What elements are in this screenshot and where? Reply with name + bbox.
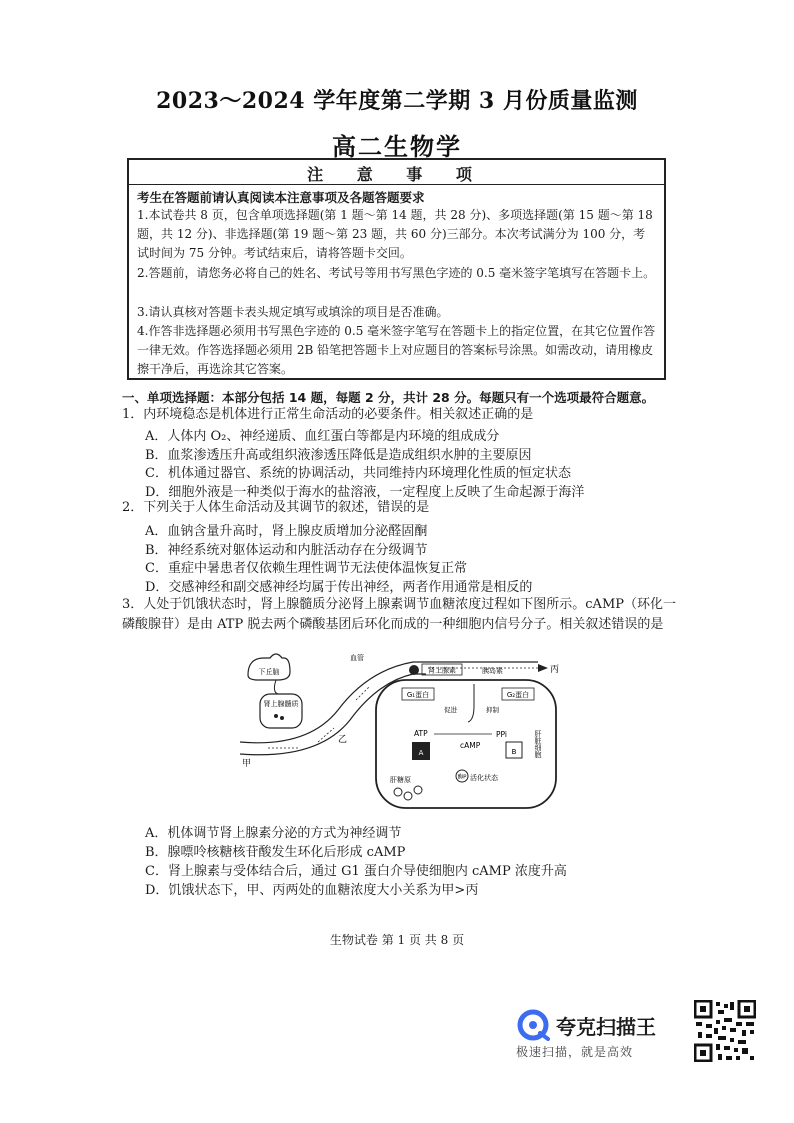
active-label: 活化状态 [470,774,498,782]
glycogen-label: 肝糖原 [390,776,411,784]
enzyme-a-label: A [418,749,424,757]
notice-heading: 注 意 事 项 [307,165,486,184]
glycogen-granule [404,792,412,800]
question-1-option-b: B．血浆渗透压升高或组织液渗透压降低是造成组织水肿的主要原因 [145,448,532,463]
notice-item-2: 2.答题前，请您务必将自己的姓名、考试号等用书写黑色字迹的 0.5 毫米签字笔填写在答题卡上。 [137,266,656,280]
inhibit-label: 抑制 [486,706,499,714]
promote-label: 促进 [444,706,457,714]
question-2-option-b: B．神经系统对躯体运动和内脏活动存在分级调节 [145,543,428,558]
nerve-line [274,680,278,694]
question-3-option-b: B．腺嘌呤核糖核苷酸发生环化后形成 cAMP [145,845,406,860]
adrenal-medulla-label: 肾上腺髓质 [263,700,299,708]
scanner-brand-name: 夸克扫描王 [556,1015,656,1039]
question-3-option-c: C．肾上腺素与受体结合后，通过 G1 蛋白介导使细胞内 cAMP 浓度升高 [145,864,567,879]
question-1-option-d: D．细胞外液是一种类似于海水的盐溶液，一定程度上反映了生命起源于海洋 [145,485,585,500]
subject-title: 高二生物学 [332,132,462,161]
question-2-option-d: D．交感神经和副交感神经均属于传出神经，两者作用通常是相反的 [145,580,533,595]
scanner-logo-icon [516,1009,552,1041]
liver-cell-label: 肝脏细胞 [534,730,542,758]
exam-title: 2023～2024 学年度第二学期 3 月份质量监测 [156,88,638,114]
label-jia: 甲 [242,759,252,769]
glycogen-granule [414,786,422,794]
enzyme-p-label: 酶P [457,774,467,781]
glycogen-granule [394,788,402,796]
notice-item-3: 3.请认真核对答题卡表头规定填写或填涂的项目是否准确。 [137,305,449,319]
notice-subheading: 考生在答题前请认真阅读本注意事项及各题答题要求 [137,190,425,205]
question-3-option-a: A．机体调节肾上腺素分泌的方式为神经调节 [145,826,402,841]
question-2-option-a: A．血钠含量升高时，肾上腺皮质增加分泌醛固酮 [145,524,428,539]
question-1-option-a: A．人体内 O₂、神经递质、血红蛋白等都是内环境的组成成分 [145,429,500,444]
g1-label: G₁蛋白 [406,691,430,699]
flow-arrow-icon [538,664,548,672]
camp-label: cAMP [460,741,481,750]
enzyme-b-label: B [511,748,517,756]
vesicle-dot [280,716,284,720]
vessel-label: 血管 [350,654,364,662]
adrenaline-molecule-icon [409,665,419,675]
adrenaline-regulation-diagram [238,650,560,812]
section-heading: 一、单项选择题：本部分包括 14 题，每题 2 分，共计 28 分。每题只有一个选项最符合题意。 [122,390,655,405]
question-2-stem: 2．下列关于人体生命活动及其调节的叙述，错误的是 [122,500,430,515]
label-yi: 乙 [338,735,348,745]
notice-item-4: 4.作答非选择题必须用书写黑色字迹的 0.5 毫米签字笔写在答题卡上的指定位置，在其它位置作答一律无效。作答选择题必须用 2B 铅笔把答题卡上对应题目的答案标号涂黑。如需改动，请用橡皮擦干净后，再选涂其它答案。 [137,324,656,376]
adrenaline-label: 肾上腺素 [428,666,456,675]
notice-divider [129,184,664,185]
ppi-label: PPi [496,730,507,739]
question-2-option-c: C．重症中暑患者仅依赖生理性调节无法使体温恢复正常 [145,561,467,576]
question-1-stem: 1．内环境稳态是机体进行正常生命活动的必要条件。相关叙述正确的是 [122,407,534,422]
glucagon-label: 胰岛素 [482,667,503,675]
question-3-option-d: D．饥饿状态下，甲、丙两处的血糖浓度大小关系为甲>丙 [145,883,479,898]
notice-item-1: 1.本试卷共 8 页，包含单项选择题(第 1 题～第 14 题，共 28 分)、多项选择题(第 15 题～第 18 题，共 12 分)、非选择题(第 19 题～第 23 题，共 60 分)三部分。本次考试满分为 100 分，考试时间为 75 分钟。考试结束后，请将答题卡交回。 [137,208,653,260]
qr-code-icon [694,1000,756,1062]
g2-label: G₂蛋白 [506,691,530,699]
scanner-brand [514,1007,684,1067]
page-footer: 生物试卷 第 1 页 共 8 页 [329,933,465,947]
question-3-stem: 3．人处于饥饿状态时，肾上腺髓质分泌肾上腺素调节血糖浓度过程如下图所示。cAMP（环化一磷酸腺苷）是由 ATP 脱去两个磷酸基团后环化而成的一种细胞内信号分子。相关叙述错误的是 [122,597,676,632]
hypothalamus-label: 下丘脑 [258,668,280,676]
vesicle-dot [274,714,278,718]
enzyme-stalk [468,684,474,722]
label-bing: 丙 [550,665,560,675]
question-1-option-c: C．机体通过器官、系统的协调活动，共同维持内环境理化性质的恒定状态 [145,466,571,481]
hypothalamus-shape [248,654,290,680]
notice-box [127,158,666,380]
scanner-tagline: 极速扫描，就是高效 [516,1045,634,1059]
atp-label: ATP [414,729,428,738]
